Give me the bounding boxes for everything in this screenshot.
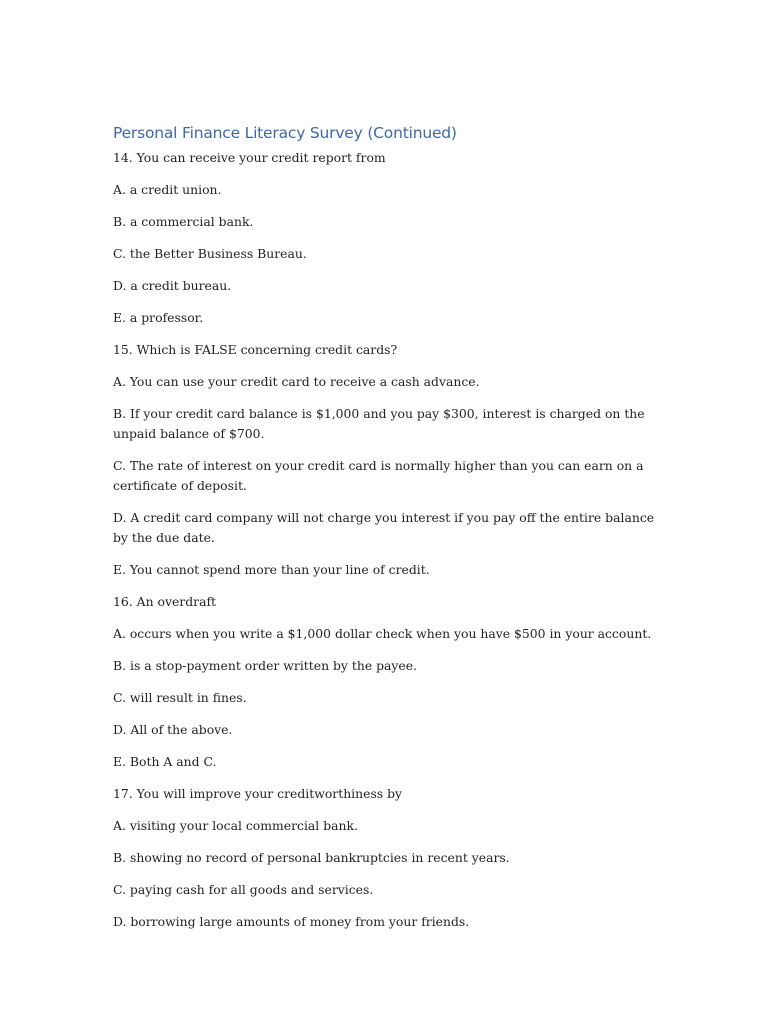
answer-option: C. The rate of interest on your credit card is normally higher than you can earn on a certificate of deposit. [113, 458, 644, 493]
question-14: 14. You can receive your credit report from [113, 150, 386, 165]
answer-option: C. the Better Business Bureau. [113, 246, 307, 261]
answer-option: E. You cannot spend more than your line of credit. [113, 562, 430, 577]
answer-option: B. is a stop-payment order written by the payee. [113, 658, 418, 673]
answer-option: D. a credit bureau. [113, 278, 232, 293]
answer-option: C. paying cash for all goods and services. [113, 882, 374, 897]
answer-option: D. borrowing large amounts of money from your friends. [113, 914, 470, 929]
answer-option: A. a credit union. [113, 182, 222, 197]
answer-option: E. a professor. [113, 310, 204, 325]
document-body [113, 148, 658, 944]
question-17: 17. You will improve your creditworthiness by [113, 786, 403, 801]
answer-option: B. showing no record of personal bankruptcies in recent years. [113, 850, 510, 865]
answer-option: C. will result in fines. [113, 690, 247, 705]
question-16: 16. An overdraft [113, 594, 217, 609]
answer-option: A. You can use your credit card to receive a cash advance. [113, 374, 480, 389]
answer-option: A. occurs when you write a $1,000 dollar check when you have $500 in your account. [113, 626, 652, 641]
answer-option: A. visiting your local commercial bank. [113, 818, 358, 833]
answer-option: E. Both A and C. [113, 754, 217, 769]
page-title: Personal Finance Literacy Survey (Continued) [113, 124, 457, 142]
answer-option: B. If your credit card balance is $1,000 and you pay $300, interest is charged on the unpaid balance of $700. [113, 406, 645, 441]
answer-option: B. a commercial bank. [113, 214, 254, 229]
answer-option: D. A credit card company will not charge you interest if you pay off the entire balance by the due date. [113, 510, 655, 545]
question-15: 15. Which is FALSE concerning credit cards? [113, 342, 398, 357]
answer-option: D. All of the above. [113, 722, 233, 737]
